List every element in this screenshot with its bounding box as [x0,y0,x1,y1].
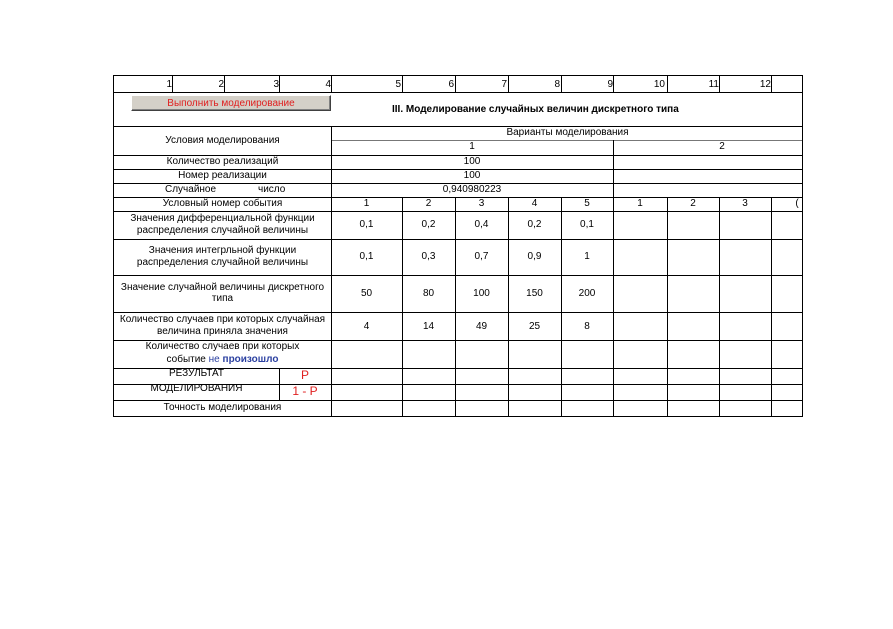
realizations-count-value[interactable]: 100 [463,156,481,167]
event-number-cell: 5 [584,198,590,209]
grid-line [114,400,803,401]
result-label-2: МОДЕЛИРОВАНИЯ [150,383,243,394]
grid-line [613,197,614,417]
grid-line [114,92,803,93]
event-number-cell: 3 [742,198,748,209]
integral-function-label: Значения интегрльной функции распределения случайной величины [136,245,309,268]
event-number-cell: 2 [690,198,696,209]
integral-function-cell[interactable]: 0,3 [421,251,436,262]
column-header-11[interactable]: 11 [708,79,719,90]
event-number-cell: ( [795,198,799,209]
cases-count-cell[interactable]: 8 [584,321,590,332]
diff-function-label: Значения дифференциальной функции распределения случайной величины [130,213,315,236]
realization-number-value[interactable]: 100 [463,170,481,181]
grid-line [719,197,720,417]
not-occurred-highlight: не произошло [208,354,279,365]
one-minus-p-label: 1 - Р [292,384,318,398]
realization-number-label: Номер реализации [178,170,267,181]
grid-line [667,197,668,417]
variant-2-label: 2 [719,141,725,152]
integral-function-cell[interactable]: 0,1 [359,251,374,262]
column-header-1[interactable]: 1 [166,79,172,90]
column-header-6[interactable]: 6 [448,79,454,90]
cases-count-cell[interactable]: 49 [475,321,488,332]
diff-function-cell[interactable]: 0,1 [580,219,594,230]
event-number-cell: 2 [425,198,432,209]
event-number-cell: 3 [478,198,485,209]
run-simulation-button[interactable]: Выполнить моделирование [131,95,331,111]
value-cell[interactable]: 80 [422,288,435,299]
variant-1-label: 1 [469,141,475,152]
not-occurred-label-2: событие не произошло [166,354,279,365]
p-label: Р [300,368,309,382]
diff-function-cell[interactable]: 0,4 [474,219,489,230]
section-title: III. Моделирование случайных величин дискретного типа [392,104,679,115]
diff-function-cell[interactable]: 0,2 [421,219,436,230]
column-header-2[interactable]: 2 [218,79,224,90]
cases-count-cell[interactable]: 25 [528,321,541,332]
accuracy-label: Точность моделирования [163,402,282,413]
integral-function-cell[interactable]: 1 [584,251,590,262]
cases-count-cell[interactable]: 4 [363,321,370,332]
cases-count-label: Количество случаев при которых случайная величина приняла значения [119,314,326,337]
column-header-4[interactable]: 4 [325,79,331,90]
diff-function-cell[interactable]: 0,1 [359,219,374,230]
grid-line [771,76,772,92]
value-cell[interactable]: 100 [473,288,490,299]
grid-line [771,197,772,417]
column-header-8[interactable]: 8 [554,79,560,90]
value-label: Значение случайной величины дискретного типа [120,281,325,304]
value-cell[interactable]: 200 [578,288,596,299]
event-number-cell: 1 [363,198,370,209]
realizations-count-label: Количество реализаций [166,156,279,167]
result-label: РЕЗУЛЬТАТ [169,368,224,379]
event-number-cell: 1 [637,198,643,209]
integral-function-cell[interactable]: 0,9 [527,251,542,262]
value-cell[interactable]: 150 [526,288,543,299]
spreadsheet [113,75,803,417]
column-header-9[interactable]: 9 [607,79,613,90]
variants-label: Варианты моделирования [506,127,629,138]
column-header-10[interactable]: 10 [653,79,665,90]
column-header-7[interactable]: 7 [501,79,507,90]
cases-count-cell[interactable]: 14 [422,321,435,332]
column-header-12[interactable]: 12 [759,79,771,90]
event-number-label: Условный номер события [162,198,283,209]
conditions-label: Условия моделирования [165,135,280,146]
column-header-5[interactable]: 5 [395,79,401,90]
value-cell[interactable]: 50 [360,288,373,299]
random-number-label-2: число [258,184,286,195]
event-number-cell: 4 [531,198,538,209]
column-header-3[interactable]: 3 [273,79,279,90]
integral-function-cell[interactable]: 0,7 [474,251,489,262]
random-number-label: Случайное [165,184,217,195]
random-number-value[interactable]: 0,940980223 [442,184,502,195]
not-occurred-label: Количество случаев при которых [145,341,300,352]
diff-function-cell[interactable]: 0,2 [527,219,542,230]
